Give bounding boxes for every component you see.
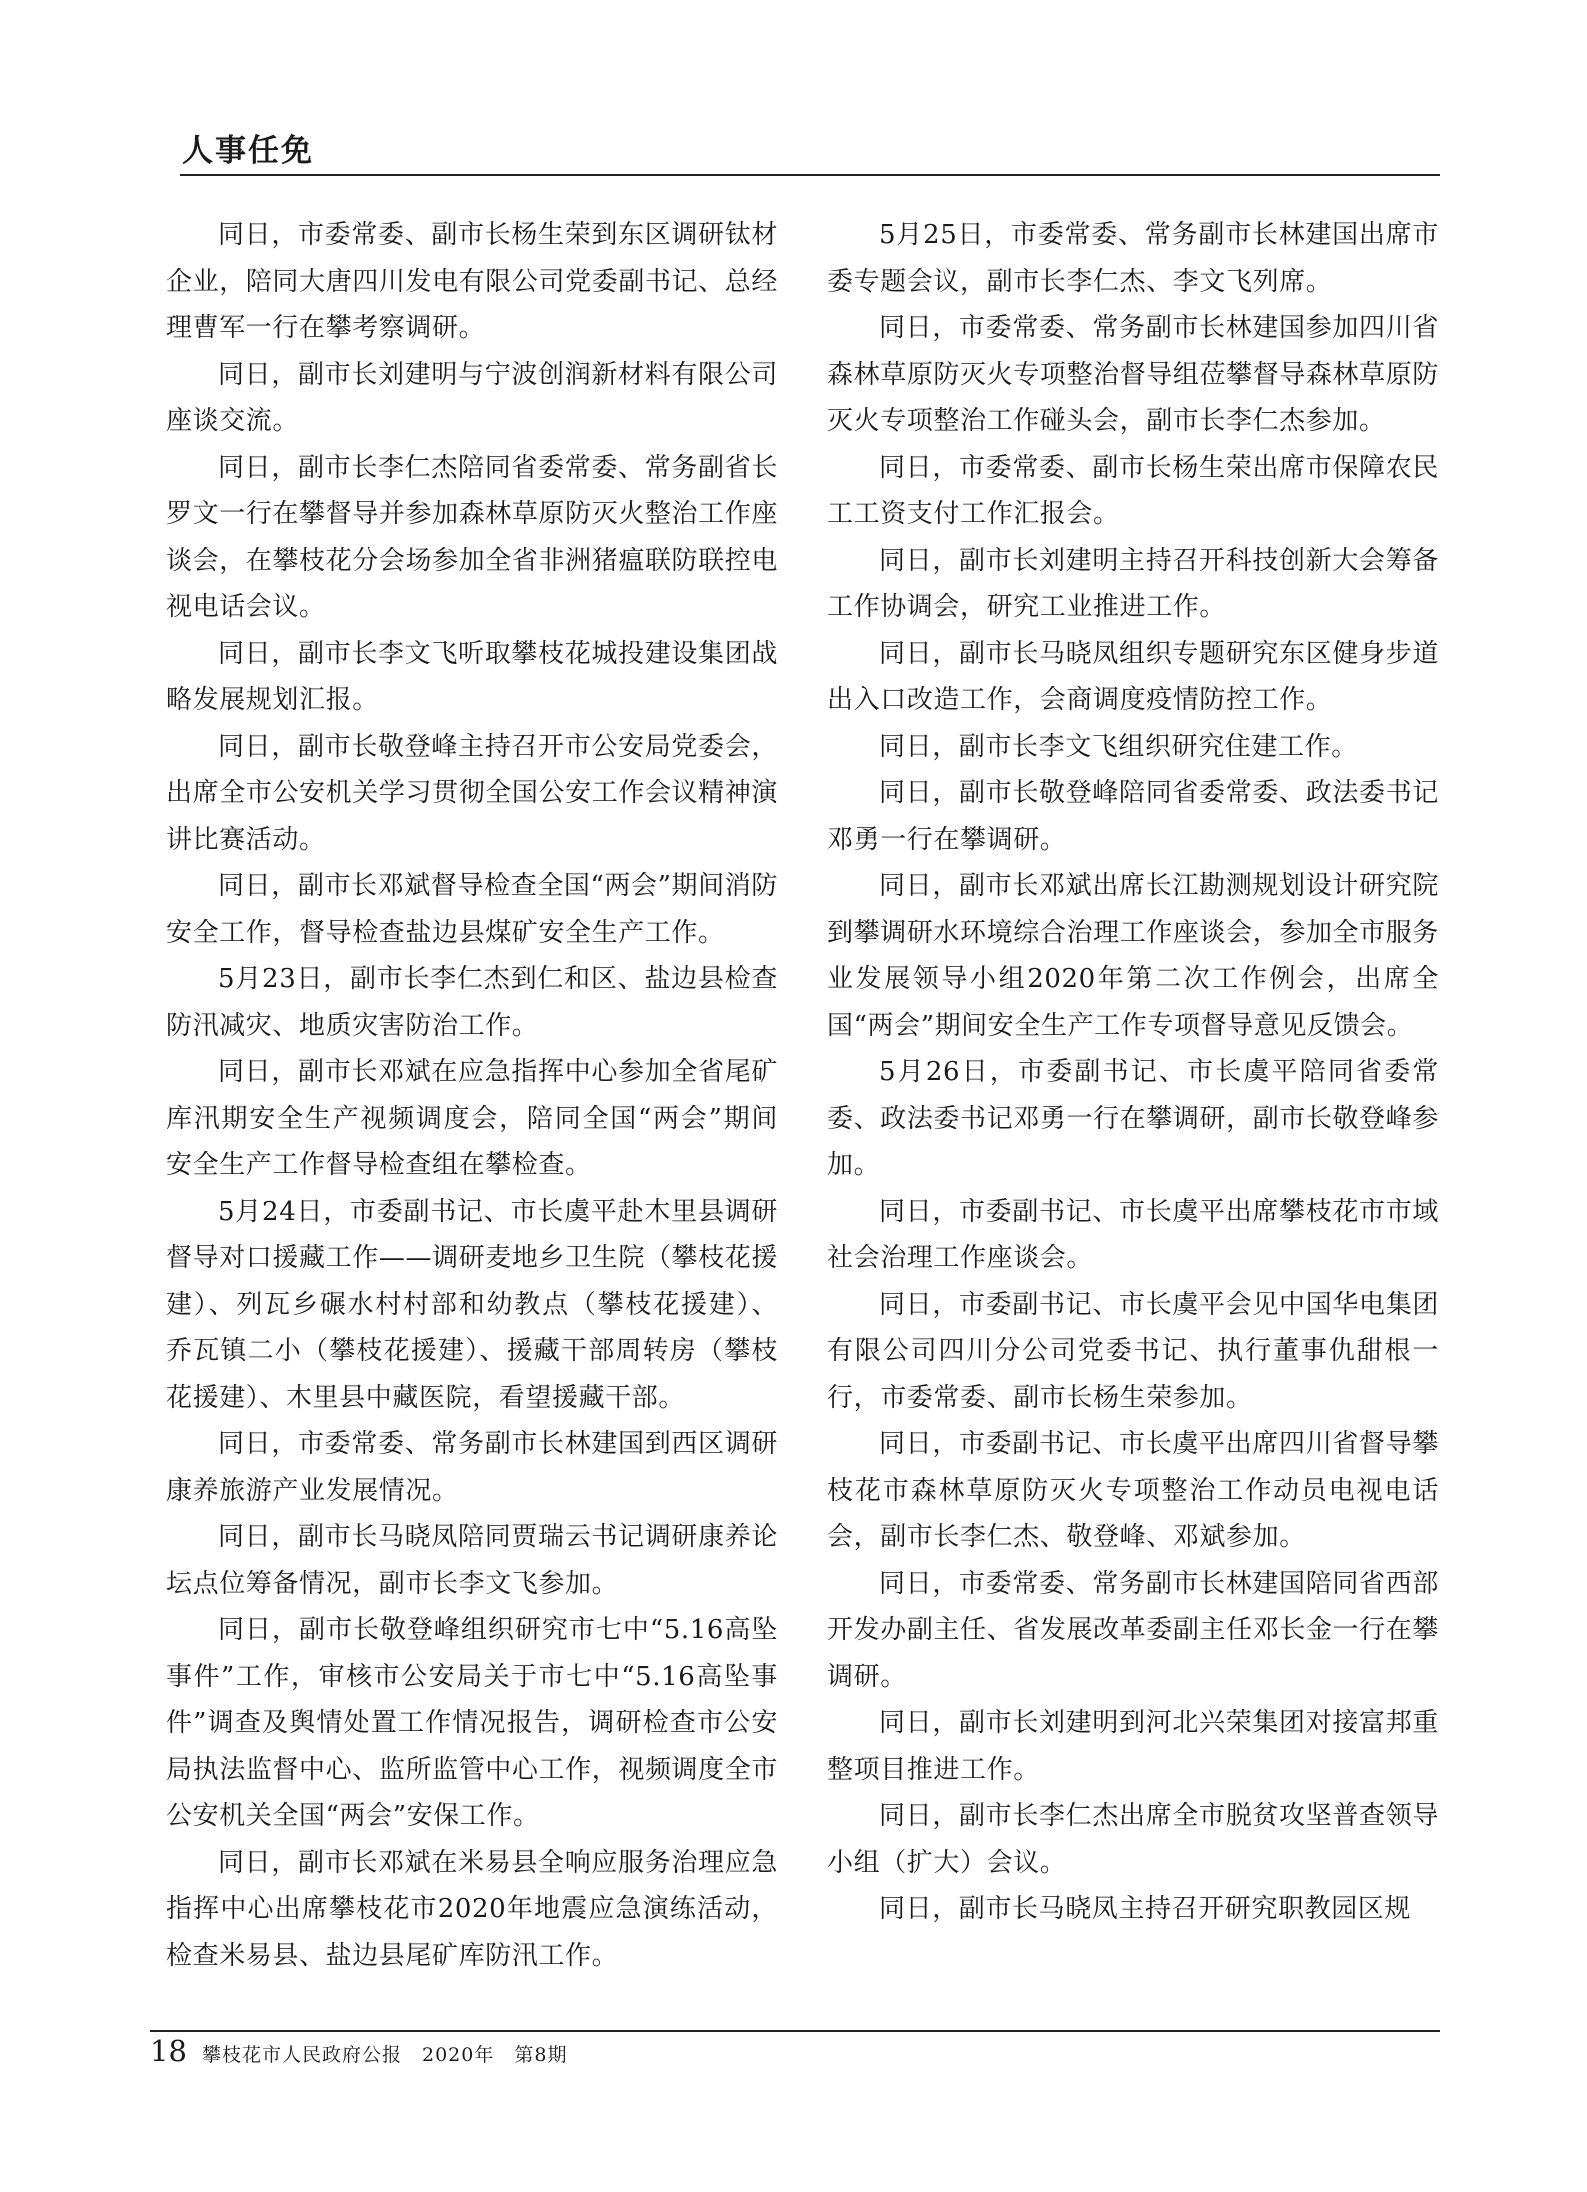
publication-info: 攀枝花市人民政府公报 2020年 第8期: [202, 2044, 568, 2066]
right-column: [827, 212, 1439, 1933]
paragraph: 同日，副市长刘建明与宁波创润新材料有限公司座谈交流。: [166, 359, 778, 436]
paragraph: 同日，副市长敬登峰组织研究市七中“5.16高坠事件”工作，审核市公安局关于市七中“5.16高坠事件”调查及舆情处置工作情况报告，调研检查市公安局执法监督中心、监所监管中心工作，视频调度全市公安机关全国“两会”安保工作。: [166, 1615, 778, 1831]
paragraph: 同日，副市长敬登峰陪同省委常委、政法委书记邓勇一行在攀调研。: [827, 778, 1439, 855]
paragraph: 同日，市委常委、副市长杨生荣到东区调研钛材企业，陪同大唐四川发电有限公司党委副书记、总经理曹军一行在攀考察调研。: [166, 220, 778, 343]
paragraph: 同日，副市长李文飞听取攀枝花城投建设集团战略发展规划汇报。: [166, 638, 778, 715]
paragraph: 同日，副市长马晓凤组织专题研究东区健身步道出入口改造工作，会商调度疫情防控工作。: [827, 638, 1439, 715]
page-header: [180, 128, 1440, 176]
paragraph: 同日，市委副书记、市长虞平出席四川省督导攀枝花市森林草原防灭火专项整治工作动员电视电话会，副市长李仁杰、敬登峰、邓斌参加。: [827, 1429, 1439, 1552]
paragraph: 同日，副市长刘建明到河北兴荣集团对接富邦重整项目推进工作。: [827, 1708, 1439, 1785]
paragraph: 同日，副市长李文飞组织研究住建工作。: [879, 731, 1358, 762]
paragraph: 同日，副市长李仁杰出席全市脱贫攻坚普查领导小组（扩大）会议。: [827, 1801, 1439, 1878]
paragraph: 同日，市委副书记、市长虞平出席攀枝花市市域社会治理工作座谈会。: [827, 1196, 1439, 1273]
paragraph: 同日，副市长李仁杰陪同省委常委、常务副省长罗文一行在攀督导并参加森林草原防灭火整治工作座谈会，在攀枝花分会场参加全省非洲猪瘟联防联控电视电话会议。: [166, 452, 778, 622]
paragraph: 同日，副市长邓斌在应急指挥中心参加全省尾矿库汛期安全生产视频调度会，陪同全国“两会”期间安全生产工作督导检查组在攀检查。: [166, 1057, 778, 1180]
paragraph: 同日，副市长邓斌督导检查全国“两会”期间消防安全工作，督导检查盐边县煤矿安全生产工作。: [166, 871, 778, 948]
paragraph: 同日，市委常委、常务副市长林建国到西区调研康养旅游产业发展情况。: [166, 1429, 778, 1506]
paragraph: 5月26日，市委副书记、市长虞平陪同省委常委、政法委书记邓勇一行在攀调研，副市长敬登峰参加。: [827, 1057, 1439, 1180]
paragraph: 同日，副市长邓斌出席长江勘测规划设计研究院到攀调研水环境综合治理工作座谈会，参加全市服务业发展领导小组2020年第二次工作例会，出席全国“两会”期间安全生产工作专项督导意见反馈会。: [827, 871, 1439, 1041]
paragraph: 5月24日，市委副书记、市长虞平赴木里县调研督导对口援藏工作——调研麦地乡卫生院（攀枝花援建）、列瓦乡碾水村村部和幼教点（攀枝花援建）、乔瓦镇二小（攀枝花援建）、援藏干部周转房（攀枝花援建）、木里县中藏医院，看望援藏干部。: [166, 1196, 778, 1413]
page-footer: [150, 2030, 1440, 2068]
paragraph: 同日，市委常委、常务副市长林建国参加四川省森林草原防灭火专项整治督导组莅攀督导森林草原防灭火专项整治工作碰头会，副市长李仁杰参加。: [827, 313, 1439, 436]
section-title: 人事任免: [182, 133, 314, 169]
paragraph: 同日，副市长刘建明主持召开科技创新大会筹备工作协调会，研究工业推进工作。: [827, 545, 1439, 622]
paragraph: 同日，副市长马晓凤主持召开研究职教园区规: [879, 1894, 1412, 1924]
paragraph: 同日，副市长敬登峰主持召开市公安局党委会，出席全市公安机关学习贯彻全国公安工作会议精神演讲比赛活动。: [166, 731, 778, 855]
paragraph: 同日，副市长马晓凤陪同贾瑞云书记调研康养论坛点位筹备情况，副市长李文飞参加。: [166, 1522, 778, 1599]
paragraph: 同日，市委常委、副市长杨生荣出席市保障农民工工资支付工作汇报会。: [827, 452, 1439, 529]
paragraph: 5月23日，副市长李仁杰到仁和区、盐边县检查防汛减灾、地质灾害防治工作。: [166, 964, 778, 1041]
paragraph: 同日，市委副书记、市长虞平会见中国华电集团有限公司四川分公司党委书记、执行董事仇甜根一行，市委常委、副市长杨生荣参加。: [827, 1289, 1439, 1413]
paragraph: 5月25日，市委常委、常务副市长林建国出席市委专题会议，副市长李仁杰、李文飞列席。: [827, 220, 1439, 297]
paragraph: 同日，副市长邓斌在米易县全响应服务治理应急指挥中心出席攀枝花市2020年地震应急演练活动，检查米易县、盐边县尾矿库防汛工作。: [166, 1847, 778, 1971]
page-number: 18: [150, 2034, 187, 2068]
paragraph: 同日，市委常委、常务副市长林建国陪同省西部开发办副主任、省发展改革委副主任邓长金一行在攀调研。: [827, 1568, 1439, 1692]
left-column: [166, 212, 778, 1979]
